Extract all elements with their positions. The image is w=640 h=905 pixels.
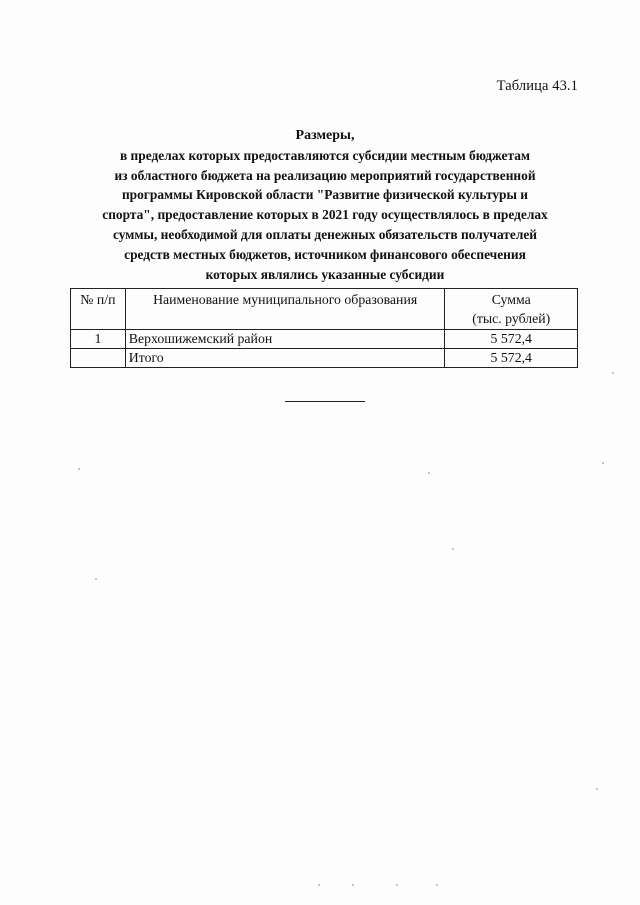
table-row [71, 330, 578, 349]
row-num: 1 [71, 330, 126, 349]
scan-speck [612, 372, 614, 374]
table-total-row [71, 349, 578, 368]
total-sum: 5 572,4 [445, 349, 578, 368]
title-line-5: спорта", предоставление которых в 2021 году осуществлялось в пределах [102, 207, 548, 223]
row-sum: 5 572,4 [445, 330, 578, 349]
scan-speck [452, 548, 454, 550]
scan-speck [78, 468, 80, 470]
document-title [70, 126, 580, 284]
table-header-row [71, 289, 578, 330]
scan-speck [95, 578, 97, 580]
scan-speck [396, 884, 398, 886]
title-line-1: Размеры, [295, 128, 355, 143]
header-sum [445, 289, 578, 330]
scan-speck [602, 462, 604, 464]
scan-speck [596, 788, 598, 790]
title-line-6: суммы, необходимой для оплаты денежных обязательств получателей [112, 226, 537, 242]
header-sum-line2: (тыс. рублей) [472, 311, 551, 326]
header-sum-line1: Сумма [491, 292, 531, 307]
separator-line [285, 401, 365, 402]
scan-speck [436, 884, 438, 886]
title-line-3: из областного бюджета на реализацию мероприятий государственной [114, 167, 536, 183]
table-number: Таблица 43.1 [496, 78, 578, 94]
title-line-4: программы Кировской области "Развитие физической культуры и [121, 187, 529, 203]
header-name: Наименование муниципального образования [125, 289, 445, 330]
title-line-7: средств местных бюджетов, источником финансового обеспечения [124, 246, 526, 262]
row-name: Верхошижемский район [125, 330, 445, 349]
scan-speck [318, 884, 320, 886]
title-line-2: в пределах которых предоставляются субсидии местным бюджетам [119, 147, 531, 163]
subsidy-table [70, 288, 578, 368]
header-num: № п/п [71, 289, 126, 330]
total-label: Итого [125, 349, 445, 368]
total-num [71, 349, 126, 368]
scan-speck [352, 884, 354, 886]
title-line-8: которых являлись указанные субсидии [205, 266, 445, 282]
scan-speck [428, 472, 430, 474]
